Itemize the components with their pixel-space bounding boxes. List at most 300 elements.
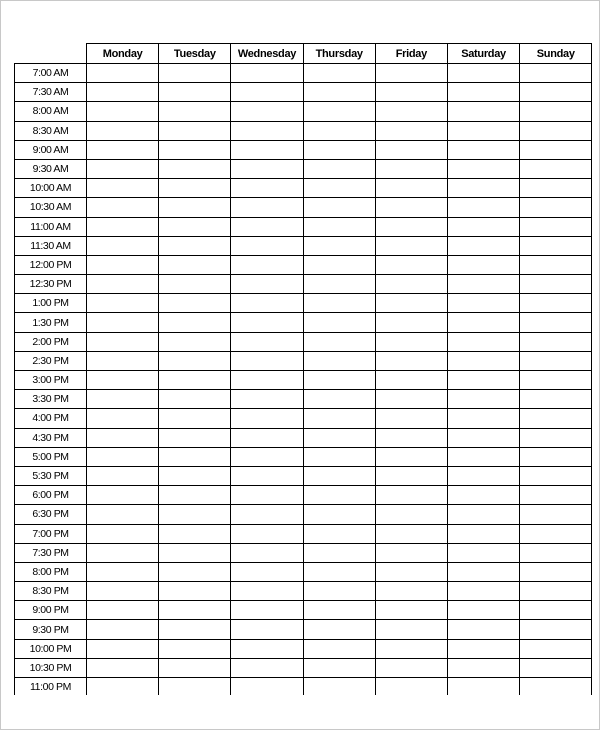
schedule-cell-friday[interactable] xyxy=(375,678,447,696)
schedule-cell-thursday[interactable] xyxy=(303,159,375,178)
schedule-cell-thursday[interactable] xyxy=(303,582,375,601)
day-header-thursday: Thursday xyxy=(303,44,375,64)
schedule-cell-sunday[interactable] xyxy=(520,121,592,140)
schedule-cell-saturday[interactable] xyxy=(447,236,519,255)
schedule-cell-tuesday[interactable] xyxy=(159,83,231,102)
schedule-cell-saturday[interactable] xyxy=(447,255,519,274)
time-label: 1:30 PM xyxy=(15,313,87,332)
time-label: 11:00 AM xyxy=(15,217,87,236)
schedule-cell-sunday[interactable] xyxy=(520,313,592,332)
time-label: 3:00 PM xyxy=(15,371,87,390)
schedule-cell-friday[interactable] xyxy=(375,524,447,543)
schedule-cell-sunday[interactable] xyxy=(520,562,592,581)
schedule-cell-thursday[interactable] xyxy=(303,505,375,524)
schedule-cell-tuesday[interactable] xyxy=(159,275,231,294)
schedule-cell-thursday[interactable] xyxy=(303,371,375,390)
schedule-cell-monday[interactable] xyxy=(87,505,159,524)
schedule-cell-monday[interactable] xyxy=(87,524,159,543)
schedule-cell-thursday[interactable] xyxy=(303,390,375,409)
time-slot-row xyxy=(15,486,592,505)
schedule-cell-tuesday[interactable] xyxy=(159,236,231,255)
schedule-cell-wednesday[interactable] xyxy=(231,351,303,370)
schedule-cell-friday[interactable] xyxy=(375,601,447,620)
schedule-cell-friday[interactable] xyxy=(375,543,447,562)
schedule-cell-wednesday[interactable] xyxy=(231,428,303,447)
schedule-cell-tuesday[interactable] xyxy=(159,332,231,351)
schedule-cell-friday[interactable] xyxy=(375,466,447,485)
time-label: 10:00 PM xyxy=(15,639,87,658)
schedule-cell-sunday[interactable] xyxy=(520,102,592,121)
schedule-cell-friday[interactable] xyxy=(375,159,447,178)
time-slot-row xyxy=(15,198,592,217)
schedule-cell-tuesday[interactable] xyxy=(159,255,231,274)
schedule-cell-friday[interactable] xyxy=(375,658,447,677)
schedule-cell-saturday[interactable] xyxy=(447,390,519,409)
time-label: 7:00 AM xyxy=(15,64,87,83)
schedule-cell-saturday[interactable] xyxy=(447,121,519,140)
schedule-cell-sunday[interactable] xyxy=(520,658,592,677)
schedule-cell-monday[interactable] xyxy=(87,217,159,236)
schedule-cell-thursday[interactable] xyxy=(303,83,375,102)
schedule-cell-saturday[interactable] xyxy=(447,217,519,236)
schedule-cell-sunday[interactable] xyxy=(520,255,592,274)
schedule-cell-wednesday[interactable] xyxy=(231,639,303,658)
schedule-cell-wednesday[interactable] xyxy=(231,236,303,255)
time-label: 4:00 PM xyxy=(15,409,87,428)
schedule-cell-tuesday[interactable] xyxy=(159,562,231,581)
schedule-cell-wednesday[interactable] xyxy=(231,371,303,390)
schedule-cell-monday[interactable] xyxy=(87,390,159,409)
time-slot-row xyxy=(15,159,592,178)
schedule-cell-saturday[interactable] xyxy=(447,159,519,178)
schedule-cell-monday[interactable] xyxy=(87,351,159,370)
schedule-cell-tuesday[interactable] xyxy=(159,313,231,332)
time-slot-row xyxy=(15,466,592,485)
schedule-cell-thursday[interactable] xyxy=(303,543,375,562)
time-label: 9:00 PM xyxy=(15,601,87,620)
schedule-cell-sunday[interactable] xyxy=(520,582,592,601)
schedule-cell-friday[interactable] xyxy=(375,217,447,236)
time-slot-row xyxy=(15,294,592,313)
schedule-cell-monday[interactable] xyxy=(87,294,159,313)
time-slot-row xyxy=(15,505,592,524)
time-label: 8:30 AM xyxy=(15,121,87,140)
schedule-cell-saturday[interactable] xyxy=(447,639,519,658)
time-slot-row xyxy=(15,371,592,390)
schedule-cell-friday[interactable] xyxy=(375,620,447,639)
time-label: 1:00 PM xyxy=(15,294,87,313)
schedule-body xyxy=(15,64,592,696)
schedule-cell-saturday[interactable] xyxy=(447,275,519,294)
schedule-cell-sunday[interactable] xyxy=(520,332,592,351)
schedule-cell-saturday[interactable] xyxy=(447,582,519,601)
schedule-cell-thursday[interactable] xyxy=(303,140,375,159)
time-slot-row xyxy=(15,351,592,370)
schedule-cell-thursday[interactable] xyxy=(303,351,375,370)
schedule-cell-friday[interactable] xyxy=(375,102,447,121)
schedule-cell-thursday[interactable] xyxy=(303,562,375,581)
schedule-cell-tuesday[interactable] xyxy=(159,179,231,198)
time-label: 2:30 PM xyxy=(15,351,87,370)
schedule-cell-saturday[interactable] xyxy=(447,505,519,524)
schedule-cell-thursday[interactable] xyxy=(303,486,375,505)
schedule-cell-sunday[interactable] xyxy=(520,351,592,370)
schedule-cell-tuesday[interactable] xyxy=(159,294,231,313)
schedule-cell-monday[interactable] xyxy=(87,64,159,83)
schedule-cell-monday[interactable] xyxy=(87,620,159,639)
schedule-cell-monday[interactable] xyxy=(87,83,159,102)
schedule-cell-sunday[interactable] xyxy=(520,371,592,390)
schedule-cell-sunday[interactable] xyxy=(520,275,592,294)
day-header-sunday: Sunday xyxy=(520,44,592,64)
schedule-cell-sunday[interactable] xyxy=(520,198,592,217)
schedule-cell-monday[interactable] xyxy=(87,102,159,121)
schedule-cell-thursday[interactable] xyxy=(303,639,375,658)
schedule-cell-tuesday[interactable] xyxy=(159,639,231,658)
schedule-cell-tuesday[interactable] xyxy=(159,678,231,696)
schedule-cell-monday[interactable] xyxy=(87,543,159,562)
time-label: 6:30 PM xyxy=(15,505,87,524)
schedule-cell-monday[interactable] xyxy=(87,159,159,178)
schedule-cell-friday[interactable] xyxy=(375,332,447,351)
schedule-cell-sunday[interactable] xyxy=(520,639,592,658)
schedule-cell-sunday[interactable] xyxy=(520,524,592,543)
schedule-cell-wednesday[interactable] xyxy=(231,601,303,620)
schedule-cell-friday[interactable] xyxy=(375,371,447,390)
schedule-cell-thursday[interactable] xyxy=(303,466,375,485)
schedule-cell-tuesday[interactable] xyxy=(159,505,231,524)
schedule-cell-friday[interactable] xyxy=(375,390,447,409)
schedule-cell-tuesday[interactable] xyxy=(159,351,231,370)
schedule-cell-saturday[interactable] xyxy=(447,83,519,102)
schedule-cell-monday[interactable] xyxy=(87,179,159,198)
time-slot-row xyxy=(15,140,592,159)
schedule-cell-saturday[interactable] xyxy=(447,313,519,332)
schedule-cell-wednesday[interactable] xyxy=(231,678,303,696)
schedule-cell-wednesday[interactable] xyxy=(231,658,303,677)
schedule-cell-thursday[interactable] xyxy=(303,313,375,332)
schedule-cell-wednesday[interactable] xyxy=(231,64,303,83)
schedule-cell-wednesday[interactable] xyxy=(231,543,303,562)
schedule-cell-wednesday[interactable] xyxy=(231,140,303,159)
schedule-cell-saturday[interactable] xyxy=(447,658,519,677)
schedule-cell-saturday[interactable] xyxy=(447,562,519,581)
schedule-cell-wednesday[interactable] xyxy=(231,409,303,428)
schedule-cell-tuesday[interactable] xyxy=(159,601,231,620)
schedule-cell-tuesday[interactable] xyxy=(159,217,231,236)
schedule-cell-tuesday[interactable] xyxy=(159,140,231,159)
time-label: 10:30 AM xyxy=(15,198,87,217)
schedule-cell-thursday[interactable] xyxy=(303,678,375,696)
time-slot-row xyxy=(15,639,592,658)
schedule-cell-wednesday[interactable] xyxy=(231,102,303,121)
schedule-cell-friday[interactable] xyxy=(375,562,447,581)
schedule-cell-sunday[interactable] xyxy=(520,83,592,102)
schedule-cell-sunday[interactable] xyxy=(520,140,592,159)
day-header-friday: Friday xyxy=(375,44,447,64)
schedule-cell-monday[interactable] xyxy=(87,658,159,677)
time-label: 7:30 AM xyxy=(15,83,87,102)
schedule-cell-monday[interactable] xyxy=(87,332,159,351)
schedule-cell-tuesday[interactable] xyxy=(159,409,231,428)
schedule-cell-sunday[interactable] xyxy=(520,217,592,236)
time-label: 8:30 PM xyxy=(15,582,87,601)
schedule-cell-saturday[interactable] xyxy=(447,102,519,121)
schedule-cell-sunday[interactable] xyxy=(520,486,592,505)
time-label: 12:30 PM xyxy=(15,275,87,294)
schedule-cell-saturday[interactable] xyxy=(447,447,519,466)
time-slot-row xyxy=(15,582,592,601)
schedule-cell-sunday[interactable] xyxy=(520,428,592,447)
time-label: 10:30 PM xyxy=(15,658,87,677)
time-slot-row xyxy=(15,447,592,466)
schedule-cell-wednesday[interactable] xyxy=(231,466,303,485)
schedule-cell-saturday[interactable] xyxy=(447,678,519,696)
schedule-cell-monday[interactable] xyxy=(87,275,159,294)
time-slot-row xyxy=(15,678,592,696)
schedule-cell-thursday[interactable] xyxy=(303,275,375,294)
schedule-cell-tuesday[interactable] xyxy=(159,543,231,562)
schedule-cell-wednesday[interactable] xyxy=(231,332,303,351)
schedule-cell-thursday[interactable] xyxy=(303,236,375,255)
schedule-cell-friday[interactable] xyxy=(375,428,447,447)
time-slot-row xyxy=(15,332,592,351)
schedule-cell-monday[interactable] xyxy=(87,371,159,390)
schedule-cell-saturday[interactable] xyxy=(447,140,519,159)
schedule-cell-wednesday[interactable] xyxy=(231,390,303,409)
schedule-cell-wednesday[interactable] xyxy=(231,159,303,178)
schedule-cell-friday[interactable] xyxy=(375,447,447,466)
schedule-cell-saturday[interactable] xyxy=(447,332,519,351)
schedule-cell-wednesday[interactable] xyxy=(231,313,303,332)
schedule-cell-saturday[interactable] xyxy=(447,620,519,639)
schedule-cell-thursday[interactable] xyxy=(303,121,375,140)
schedule-cell-tuesday[interactable] xyxy=(159,582,231,601)
schedule-cell-friday[interactable] xyxy=(375,179,447,198)
schedule-cell-sunday[interactable] xyxy=(520,64,592,83)
schedule-cell-monday[interactable] xyxy=(87,678,159,696)
time-label: 10:00 AM xyxy=(15,179,87,198)
schedule-cell-sunday[interactable] xyxy=(520,543,592,562)
day-header-tuesday: Tuesday xyxy=(159,44,231,64)
schedule-cell-monday[interactable] xyxy=(87,639,159,658)
schedule-cell-friday[interactable] xyxy=(375,639,447,658)
time-label: 7:00 PM xyxy=(15,524,87,543)
header-row xyxy=(15,44,592,64)
schedule-cell-friday[interactable] xyxy=(375,486,447,505)
schedule-cell-thursday[interactable] xyxy=(303,294,375,313)
time-slot-row xyxy=(15,217,592,236)
schedule-cell-thursday[interactable] xyxy=(303,179,375,198)
weekly-schedule-table xyxy=(14,43,592,695)
time-label: 2:00 PM xyxy=(15,332,87,351)
schedule-cell-tuesday[interactable] xyxy=(159,486,231,505)
schedule-cell-tuesday[interactable] xyxy=(159,390,231,409)
schedule-cell-wednesday[interactable] xyxy=(231,217,303,236)
schedule-cell-saturday[interactable] xyxy=(447,466,519,485)
time-slot-row xyxy=(15,275,592,294)
time-label: 3:30 PM xyxy=(15,390,87,409)
schedule-cell-friday[interactable] xyxy=(375,294,447,313)
schedule-cell-thursday[interactable] xyxy=(303,428,375,447)
schedule-cell-sunday[interactable] xyxy=(520,505,592,524)
time-slot-row xyxy=(15,179,592,198)
schedule-cell-wednesday[interactable] xyxy=(231,294,303,313)
schedule-cell-tuesday[interactable] xyxy=(159,371,231,390)
schedule-cell-monday[interactable] xyxy=(87,121,159,140)
schedule-cell-monday[interactable] xyxy=(87,582,159,601)
schedule-cell-saturday[interactable] xyxy=(447,198,519,217)
schedule-cell-monday[interactable] xyxy=(87,409,159,428)
schedule-cell-saturday[interactable] xyxy=(447,351,519,370)
schedule-cell-tuesday[interactable] xyxy=(159,524,231,543)
time-label: 8:00 AM xyxy=(15,102,87,121)
schedule-cell-thursday[interactable] xyxy=(303,64,375,83)
schedule-cell-tuesday[interactable] xyxy=(159,466,231,485)
time-slot-row xyxy=(15,236,592,255)
time-label: 11:30 AM xyxy=(15,236,87,255)
schedule-cell-saturday[interactable] xyxy=(447,601,519,620)
schedule-cell-saturday[interactable] xyxy=(447,409,519,428)
schedule-cell-sunday[interactable] xyxy=(520,159,592,178)
time-label: 9:30 AM xyxy=(15,159,87,178)
schedule-cell-monday[interactable] xyxy=(87,447,159,466)
schedule-cell-tuesday[interactable] xyxy=(159,159,231,178)
schedule-cell-wednesday[interactable] xyxy=(231,255,303,274)
time-slot-row xyxy=(15,524,592,543)
schedule-cell-saturday[interactable] xyxy=(447,64,519,83)
schedule-cell-saturday[interactable] xyxy=(447,428,519,447)
time-slot-row xyxy=(15,562,592,581)
schedule-cell-sunday[interactable] xyxy=(520,601,592,620)
schedule-cell-friday[interactable] xyxy=(375,505,447,524)
schedule-cell-tuesday[interactable] xyxy=(159,620,231,639)
schedule-cell-friday[interactable] xyxy=(375,313,447,332)
schedule-cell-monday[interactable] xyxy=(87,466,159,485)
schedule-cell-saturday[interactable] xyxy=(447,294,519,313)
schedule-cell-saturday[interactable] xyxy=(447,179,519,198)
schedule-cell-thursday[interactable] xyxy=(303,255,375,274)
schedule-cell-monday[interactable] xyxy=(87,198,159,217)
schedule-cell-wednesday[interactable] xyxy=(231,447,303,466)
schedule-cell-thursday[interactable] xyxy=(303,198,375,217)
schedule-cell-tuesday[interactable] xyxy=(159,64,231,83)
schedule-cell-monday[interactable] xyxy=(87,601,159,620)
time-slot-row xyxy=(15,255,592,274)
schedule-cell-sunday[interactable] xyxy=(520,620,592,639)
time-label: 5:00 PM xyxy=(15,447,87,466)
schedule-cell-friday[interactable] xyxy=(375,121,447,140)
schedule-cell-thursday[interactable] xyxy=(303,102,375,121)
schedule-cell-saturday[interactable] xyxy=(447,486,519,505)
schedule-cell-sunday[interactable] xyxy=(520,447,592,466)
schedule-cell-monday[interactable] xyxy=(87,236,159,255)
schedule-cell-wednesday[interactable] xyxy=(231,83,303,102)
schedule-cell-wednesday[interactable] xyxy=(231,505,303,524)
schedule-cell-wednesday[interactable] xyxy=(231,486,303,505)
schedule-cell-monday[interactable] xyxy=(87,562,159,581)
time-slot-row xyxy=(15,620,592,639)
schedule-cell-thursday[interactable] xyxy=(303,601,375,620)
schedule-cell-tuesday[interactable] xyxy=(159,121,231,140)
schedule-cell-sunday[interactable] xyxy=(520,294,592,313)
time-slot-row xyxy=(15,601,592,620)
schedule-cell-saturday[interactable] xyxy=(447,543,519,562)
time-label: 5:30 PM xyxy=(15,466,87,485)
schedule-cell-tuesday[interactable] xyxy=(159,447,231,466)
schedule-cell-tuesday[interactable] xyxy=(159,428,231,447)
time-slot-row xyxy=(15,409,592,428)
day-header-monday: Monday xyxy=(87,44,159,64)
schedule-cell-wednesday[interactable] xyxy=(231,524,303,543)
schedule-cell-sunday[interactable] xyxy=(520,236,592,255)
schedule-cell-wednesday[interactable] xyxy=(231,179,303,198)
schedule-cell-sunday[interactable] xyxy=(520,466,592,485)
schedule-cell-monday[interactable] xyxy=(87,255,159,274)
time-label: 9:30 PM xyxy=(15,620,87,639)
schedule-cell-thursday[interactable] xyxy=(303,409,375,428)
schedule-cell-thursday[interactable] xyxy=(303,620,375,639)
time-slot-row xyxy=(15,543,592,562)
schedule-cell-wednesday[interactable] xyxy=(231,620,303,639)
schedule-cell-thursday[interactable] xyxy=(303,658,375,677)
schedule-cell-sunday[interactable] xyxy=(520,678,592,696)
schedule-cell-wednesday[interactable] xyxy=(231,275,303,294)
time-slot-row xyxy=(15,428,592,447)
schedule-cell-monday[interactable] xyxy=(87,428,159,447)
schedule-cell-friday[interactable] xyxy=(375,140,447,159)
schedule-cell-monday[interactable] xyxy=(87,486,159,505)
time-label: 6:00 PM xyxy=(15,486,87,505)
time-label: 12:00 PM xyxy=(15,255,87,274)
schedule-cell-friday[interactable] xyxy=(375,83,447,102)
schedule-cell-tuesday[interactable] xyxy=(159,198,231,217)
schedule-cell-sunday[interactable] xyxy=(520,179,592,198)
schedule-cell-wednesday[interactable] xyxy=(231,582,303,601)
schedule-cell-saturday[interactable] xyxy=(447,524,519,543)
time-label: 8:00 PM xyxy=(15,562,87,581)
day-header-wednesday: Wednesday xyxy=(231,44,303,64)
corner-cell xyxy=(15,44,87,64)
schedule-cell-sunday[interactable] xyxy=(520,409,592,428)
schedule-cell-friday[interactable] xyxy=(375,64,447,83)
schedule-cell-tuesday[interactable] xyxy=(159,658,231,677)
schedule-cell-wednesday[interactable] xyxy=(231,562,303,581)
schedule-cell-friday[interactable] xyxy=(375,198,447,217)
schedule-cell-thursday[interactable] xyxy=(303,217,375,236)
time-slot-row xyxy=(15,390,592,409)
day-header-saturday: Saturday xyxy=(447,44,519,64)
schedule-cell-thursday[interactable] xyxy=(303,524,375,543)
schedule-cell-friday[interactable] xyxy=(375,275,447,294)
schedule-cell-monday[interactable] xyxy=(87,140,159,159)
schedule-cell-friday[interactable] xyxy=(375,255,447,274)
schedule-cell-tuesday[interactable] xyxy=(159,102,231,121)
schedule-cell-saturday[interactable] xyxy=(447,371,519,390)
schedule-cell-wednesday[interactable] xyxy=(231,121,303,140)
schedule-cell-friday[interactable] xyxy=(375,582,447,601)
schedule-cell-thursday[interactable] xyxy=(303,332,375,351)
schedule-cell-sunday[interactable] xyxy=(520,390,592,409)
schedule-cell-friday[interactable] xyxy=(375,236,447,255)
time-slot-row xyxy=(15,64,592,83)
schedule-cell-wednesday[interactable] xyxy=(231,198,303,217)
schedule-cell-monday[interactable] xyxy=(87,313,159,332)
schedule-cell-friday[interactable] xyxy=(375,409,447,428)
schedule-cell-friday[interactable] xyxy=(375,351,447,370)
schedule-cell-thursday[interactable] xyxy=(303,447,375,466)
time-label: 9:00 AM xyxy=(15,140,87,159)
